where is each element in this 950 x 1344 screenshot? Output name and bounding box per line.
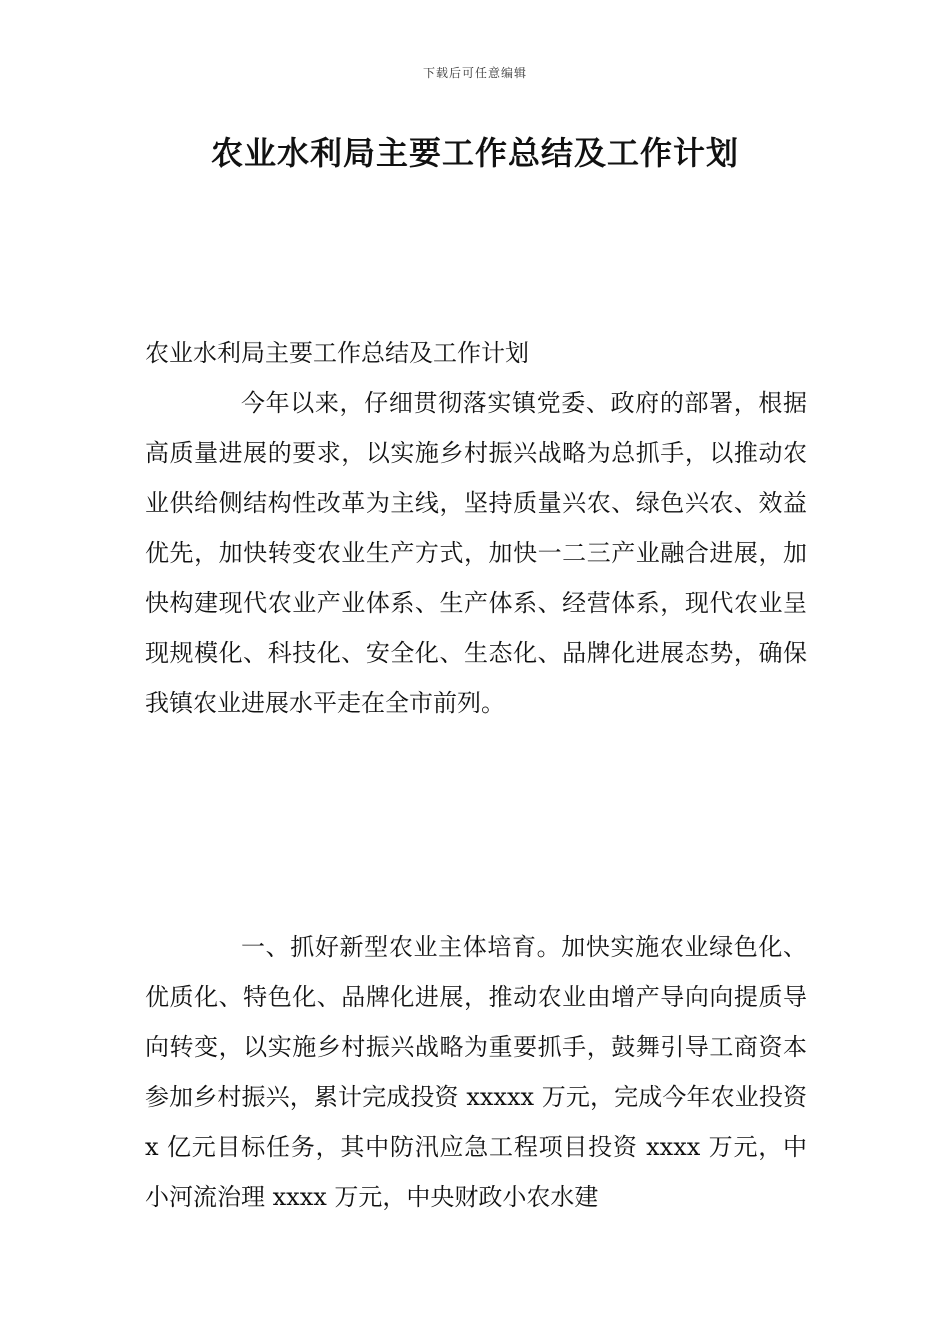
download-note: 下载后可任意编辑 — [422, 66, 527, 80]
intro-paragraph: 今年以来，仔细贯彻落实镇党委、政府的部署，根据高质量进展的要求，以实施乡村振兴战略为总抓手，以推动农业供给侧结构性改革为主线，坚持质量兴农、绿色兴农、效益优先，加快转变农业生产方式，加快一二三产业融合进展，加快构建现代农业产业体系、生产体系、经营体系，现代农业呈现规模化、科技化、安全化、生态化、品牌化进展态势，确保我镇农业进展水平走在全市前列。 — [145, 389, 807, 717]
section-one-paragraph: 一、抓好新型农业主体培育。加快实施农业绿色化、优质化、特色化、品牌化进展，推动农业由增产导向向提质导向转变，以实施乡村振兴战略为重要抓手，鼓舞引导工商资本参加乡村振兴，累计完成投资 xxxxx 万元，完成今年农业投资 x 亿元目标任务，其中防汛应急工程项目投资 xxxx 万元，中小河流治理 xxxx 万元，中央财政小农水建 — [145, 933, 807, 1211]
document-title: 农业水利局主要工作总结及工作计划 — [210, 134, 739, 172]
document-subtitle: 农业水利局主要工作总结及工作计划 — [145, 339, 529, 367]
